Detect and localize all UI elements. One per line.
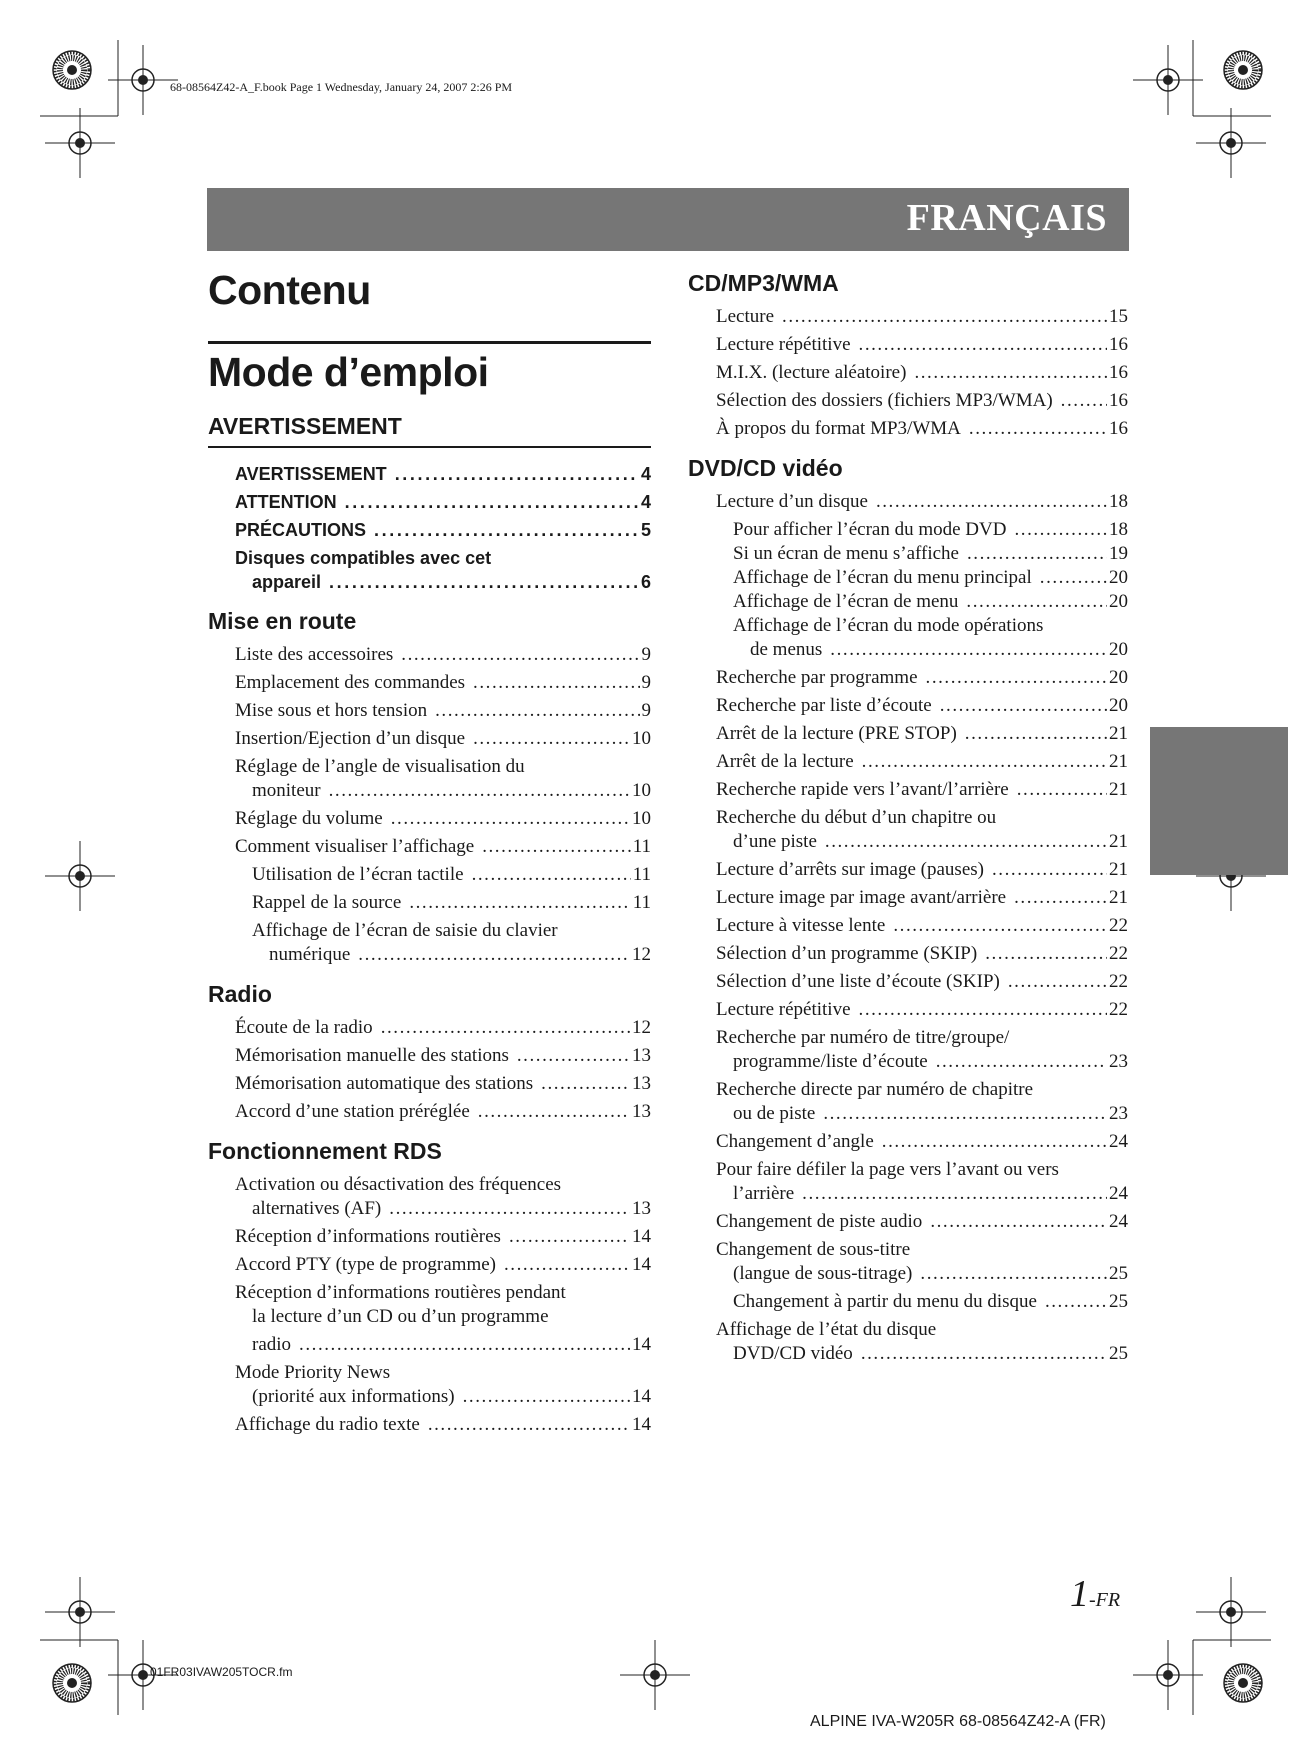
toc-entry-title: Changement d’angle [716,1131,874,1152]
toc-entry-page: 21 [1109,751,1128,772]
toc-entry [235,1281,651,1305]
toc-entry-title: Sélection d’un programme (SKIP) [716,943,978,964]
toc-entry [716,722,1128,746]
dot-leader [381,1016,630,1040]
toc-entry-page: 25 [1109,1263,1128,1284]
toc-entry-page: 11 [632,892,651,913]
toc-entry-title: numérique [269,944,351,965]
toc-entry-page: 13 [632,1045,651,1066]
toc-entry-title: Recherche rapide vers l’avant/l’arrière [716,779,1009,800]
toc-entry [235,518,651,542]
dot-leader [428,1413,630,1437]
toc-entry [235,546,651,570]
dot-leader [401,643,639,667]
toc-entry-title: Lecture image par image avant/arrière [716,887,1007,908]
toc-entry [235,1197,651,1221]
toc-entry [716,1342,1128,1366]
toc-entry-title: Changement de piste audio [716,1211,923,1232]
dot-leader [504,1253,630,1277]
toc-entry-title: Affichage du radio texte [235,1414,420,1435]
toc-entry-title: DVD/CD vidéo [733,1343,853,1364]
dot-leader [1061,389,1107,413]
toc-entry-title: moniteur [252,780,321,801]
toc-entry-title: Changement à partir du menu du disque [733,1291,1037,1312]
dot-leader [969,417,1107,441]
toc-entry-page: 18 [1109,519,1128,540]
toc-entry-page: 10 [632,780,651,801]
toc-entry-page: 13 [632,1101,651,1122]
toc-entry [235,835,651,859]
toc-entry [716,1238,1128,1262]
dot-leader [862,750,1107,774]
toc-entry-title: Disques compatibles avec cet [235,548,492,568]
toc-entry-title: Recherche par liste d’écoute [716,695,932,716]
dot-leader [966,590,1107,614]
toc-entry-title: Mode Priority News [235,1362,391,1383]
toc-entry [716,1050,1128,1074]
dot-leader [940,694,1107,718]
toc-entry [716,638,1128,662]
toc-entry [716,1158,1128,1182]
toc-entry-page: 20 [1109,567,1128,588]
toc-entry-title: Sélection des dossiers (fichiers MP3/WMA) [716,390,1053,411]
toc-entry-page: 11 [632,836,651,857]
toc-entry-title: Sélection d’une liste d’écoute (SKIP) [716,971,1000,992]
dot-leader [409,891,630,915]
dot-leader [882,1130,1107,1154]
toc-entry [235,1385,651,1409]
page-number-suffix: -FR [1089,1589,1121,1611]
dot-leader [930,1210,1107,1234]
toc-entry-page: 16 [1109,418,1128,439]
dot-leader [893,914,1107,938]
toc-entry-page: 22 [1109,915,1128,936]
toc-entry-title: Liste des accessoires [235,644,394,665]
toc-entry [716,1102,1128,1126]
toc-left-column [208,262,651,1441]
toc-entry-page: 14 [632,1414,651,1435]
toc-entry [235,462,651,486]
toc-entry-page: 20 [1109,695,1128,716]
dot-leader [1014,886,1107,910]
toc-entry [716,1078,1128,1102]
dot-leader [1040,566,1107,590]
toc-entry [235,1100,651,1124]
dot-leader [1014,518,1107,542]
toc-entry [235,807,651,831]
toc-entry-page: 22 [1109,971,1128,992]
dot-leader [541,1072,630,1096]
toc-entry-page: 14 [632,1254,651,1275]
dot-leader [329,570,639,594]
dot-leader [374,518,639,542]
toc-entry [235,643,651,667]
toc-entry-page: 21 [1109,779,1128,800]
toc-entry [235,779,651,803]
toc-entry [716,518,1128,542]
dot-leader [395,462,639,486]
toc-entry [716,333,1128,357]
toc-entry-page: 5 [640,520,651,540]
toc-entry-title: Pour afficher l’écran du mode DVD [733,519,1007,540]
toc-entry-title: Lecture [716,306,775,327]
toc-entry [716,305,1128,329]
toc-entry-title: Lecture d’arrêts sur image (pauses) [716,859,984,880]
toc-entry [716,490,1128,514]
toc-entry-title: (langue de sous-titrage) [733,1263,913,1284]
toc-entry-page: 23 [1109,1103,1128,1124]
toc-entry [235,1016,651,1040]
toc-entry-title: Accord PTY (type de programme) [235,1254,496,1275]
toc-entry-title: Si un écran de menu s’affiche [733,543,959,564]
dot-leader [463,1385,630,1409]
toc-entry [716,1130,1128,1154]
dot-leader [478,1100,630,1124]
toc-list [235,462,651,594]
toc-entry [235,755,651,779]
dot-leader [967,542,1107,566]
toc-entry [716,858,1128,882]
toc-entry [716,1026,1128,1050]
toc-entry-page: 22 [1109,943,1128,964]
section-title: AVERTISSEMENT [208,413,402,439]
toc-entry [716,886,1128,910]
toc-entry-page: 10 [632,728,651,749]
toc-entry [716,1182,1128,1206]
toc-entry-title: Réception d’informations routières [235,1226,501,1247]
toc-entry-title: de menus [750,639,823,660]
toc-entry [235,919,651,943]
toc-entry [235,863,651,887]
dot-leader [509,1225,630,1249]
toc-entry-page: 14 [632,1386,651,1407]
toc-entry-title: Accord d’une station préréglée [235,1101,470,1122]
toc-entry-page: 10 [632,808,651,829]
toc-entry [235,490,651,514]
toc-entry-title: Insertion/Ejection d’un disque [235,728,466,749]
toc-entry-page: 20 [1109,639,1128,660]
dot-leader [802,1182,1107,1206]
toc-entry-title: Rappel de la source [252,892,402,913]
dot-leader [876,490,1107,514]
dot-leader [914,361,1107,385]
toc-entry [235,891,651,915]
toc-entry-page: 24 [1109,1183,1128,1204]
toc-entry-title: Mémorisation manuelle des stations [235,1045,509,1066]
page-number-value: 1 [1070,1573,1089,1615]
toc-entry-title: Affichage de l’écran du mode opérations [733,615,1044,636]
toc-entry-title: Affichage de l’écran de saisie du clavier [252,920,558,941]
toc-entry-page: 24 [1109,1131,1128,1152]
toc-entry-title: alternatives (AF) [252,1198,382,1219]
dot-leader [435,699,639,723]
dot-leader [472,863,631,887]
toc-entry-page: 12 [632,1017,651,1038]
toc-entry-title: M.I.X. (lecture aléatoire) [716,362,907,383]
page-number [1070,1572,1120,1616]
toc-entry-page: 6 [640,572,651,592]
toc-entry [716,666,1128,690]
toc-entry-title: Mémorisation automatique des stations [235,1073,534,1094]
toc-entry-title: ou de piste [733,1103,816,1124]
toc-entry-page: 24 [1109,1211,1128,1232]
toc-entry [235,1361,651,1385]
toc-entry [716,361,1128,385]
toc-entry-title: Utilisation de l’écran tactile [252,864,464,885]
toc-entry-title: Lecture répétitive [716,334,851,355]
toc-entry-page: 13 [632,1073,651,1094]
toc-entry-title: Réglage du volume [235,808,383,829]
title-rule [208,341,651,344]
toc-entry [716,1318,1128,1342]
dot-leader [1017,778,1107,802]
toc-entry-title: Lecture à vitesse lente [716,915,886,936]
dot-leader [992,858,1107,882]
toc-entry [235,570,651,594]
dot-leader [861,1342,1107,1366]
toc-entry-title: Arrêt de la lecture (PRE STOP) [716,723,957,744]
toc-entry-page: 21 [1109,831,1128,852]
section-title: Fonctionnement RDS [208,1138,442,1164]
toc-entry-page: 4 [640,464,651,484]
toc-entry-page: 9 [641,644,651,665]
toc-entry-title: Mise sous et hors tension [235,700,428,721]
toc-entry-title: Affichage de l’écran de menu [733,591,959,612]
dot-leader [926,666,1107,690]
toc-entry-title: Affichage de l’état du disque [716,1319,937,1340]
toc-entry-page: 21 [1109,859,1128,880]
toc-entry-page: 14 [632,1334,651,1355]
toc-entry [235,1173,651,1197]
toc-entry-title: la lecture d’un CD ou d’un programme [252,1306,549,1327]
toc-entry-page: 4 [640,492,651,512]
footer-source-file: 01FR03IVAW205TOCR.fm [150,1665,293,1679]
toc-entry-page: 20 [1109,591,1128,612]
toc-entry-title: l’arrière [733,1183,795,1204]
dot-leader [391,807,630,831]
toc-entry-title: Recherche directe par numéro de chapitre [716,1079,1034,1100]
section-tab [1150,727,1288,875]
section-rule [208,446,651,448]
toc-entry [716,614,1128,638]
dot-leader [299,1333,630,1357]
section-title: Radio [208,981,272,1007]
toc-entry-title: Comment visualiser l’affichage [235,836,475,857]
toc-entry-page: 15 [1109,306,1128,327]
toc-entry-page: 12 [632,944,651,965]
toc-entry-page: 9 [641,672,651,693]
toc-entry [235,1253,651,1277]
toc-entry [235,1305,651,1329]
dot-leader [1008,970,1107,994]
toc-entry [716,750,1128,774]
toc-entry-page: 18 [1109,491,1128,512]
dot-leader [985,942,1107,966]
toc-entry-title: Affichage de l’écran du menu principal [733,567,1032,588]
toc-entry-page: 19 [1109,543,1128,564]
toc-entry-page: 21 [1109,723,1128,744]
toc-entry [716,942,1128,966]
toc-entry [716,1290,1128,1314]
toc-entry-title: Écoute de la radio [235,1017,373,1038]
toc-entry-page: 16 [1109,390,1128,411]
toc-entry-title: (priorité aux informations) [252,1386,455,1407]
toc-entry [716,806,1128,830]
toc-entry-title: appareil [252,572,322,592]
toc-entry [716,542,1128,566]
section-title: CD/MP3/WMA [688,270,839,296]
dot-leader [830,638,1107,662]
toc-entry-page: 11 [632,864,651,885]
dot-leader [482,835,631,859]
toc-list [716,490,1128,1366]
toc-entry [716,830,1128,854]
toc-entry-title: programme/liste d’écoute [733,1051,928,1072]
toc-entry [235,727,651,751]
toc-list [235,1016,651,1124]
contents-title: Contenu [208,267,371,313]
dot-leader [329,779,630,803]
toc-entry-title: PRÉCAUTIONS [235,520,367,540]
toc-entry-title: radio [252,1334,292,1355]
toc-entry [716,694,1128,718]
toc-entry [716,590,1128,614]
toc-entry [716,1210,1128,1234]
toc-right-column [688,272,1128,1370]
toc-entry-page: 25 [1109,1291,1128,1312]
toc-entry [716,970,1128,994]
toc-entry-title: AVERTISSEMENT [235,464,387,484]
toc-entry [716,566,1128,590]
toc-entry-title: d’une piste [733,831,817,852]
dot-leader [936,1050,1107,1074]
toc-list [716,305,1128,441]
toc-entry [716,914,1128,938]
toc-entry [235,943,651,967]
language-banner [207,188,1129,251]
toc-entry [235,1072,651,1096]
toc-entry [235,699,651,723]
dot-leader [473,671,639,695]
dot-leader [473,727,630,751]
footer-model: ALPINE IVA-W205R 68-08564Z42-A (FR) [810,1713,1106,1730]
toc-entry-title: Lecture répétitive [716,999,851,1020]
toc-entry-page: 16 [1109,362,1128,383]
dot-leader [823,1102,1107,1126]
toc-entry-title: Réglage de l’angle de visualisation du [235,756,525,777]
toc-entry-title: Emplacement des commandes [235,672,466,693]
toc-entry [235,1044,651,1068]
dot-leader [1045,1290,1107,1314]
toc-entry-page: 23 [1109,1051,1128,1072]
toc-entry-page: 20 [1109,667,1128,688]
toc-entry-title: Recherche par programme [716,667,918,688]
toc-entry-title: Recherche du début d’un chapitre ou [716,807,997,828]
section-title: Mise en route [208,608,357,634]
dot-leader [859,333,1107,357]
toc-entry-title: ATTENTION [235,492,337,512]
left-sections [208,415,651,1437]
toc-entry [716,1262,1128,1286]
toc-list [235,643,651,967]
toc-entry-page: 9 [641,700,651,721]
dot-leader [825,830,1107,854]
toc-entry-title: Arrêt de la lecture [716,751,854,772]
toc-entry [235,1225,651,1249]
toc-entry [716,417,1128,441]
toc-entry-title: Changement de sous-titre [716,1239,911,1260]
dot-leader [920,1262,1107,1286]
toc-entry [716,389,1128,413]
toc-entry-page: 13 [632,1198,651,1219]
right-sections [688,272,1128,1366]
dot-leader [782,305,1107,329]
toc-entry-title: Activation ou désactivation des fréquences [235,1174,562,1195]
toc-entry-page: 22 [1109,999,1128,1020]
toc-entry [716,998,1128,1022]
dot-leader [358,943,630,967]
toc-entry [235,671,651,695]
toc-list [235,1173,651,1437]
toc-entry [716,778,1128,802]
dot-leader [389,1197,630,1221]
toc-entry-title: Lecture d’un disque [716,491,868,512]
toc-entry-page: 14 [632,1226,651,1247]
toc-entry-title: Recherche par numéro de titre/groupe/ [716,1027,1010,1048]
toc-entry [235,1413,651,1437]
manual-title: Mode d’emploi [208,349,489,395]
section-title: DVD/CD vidéo [688,455,843,481]
print-header: 68-08564Z42-A_F.book Page 1 Wednesday, January 24, 2007 2:26 PM [170,80,513,94]
toc-entry-title: Réception d’informations routières pendant [235,1282,566,1303]
toc-entry-page: 21 [1109,887,1128,908]
toc-entry [235,1333,651,1357]
toc-entry-title: Pour faire défiler la page vers l’avant ou vers [716,1159,1059,1180]
language-label: FRANÇAIS [906,197,1107,239]
toc-entry-page: 16 [1109,334,1128,355]
toc-entry-page: 25 [1109,1343,1128,1364]
dot-leader [345,490,639,514]
dot-leader [517,1044,630,1068]
dot-leader [965,722,1107,746]
dot-leader [859,998,1107,1022]
toc-entry-title: À propos du format MP3/WMA [716,418,961,439]
